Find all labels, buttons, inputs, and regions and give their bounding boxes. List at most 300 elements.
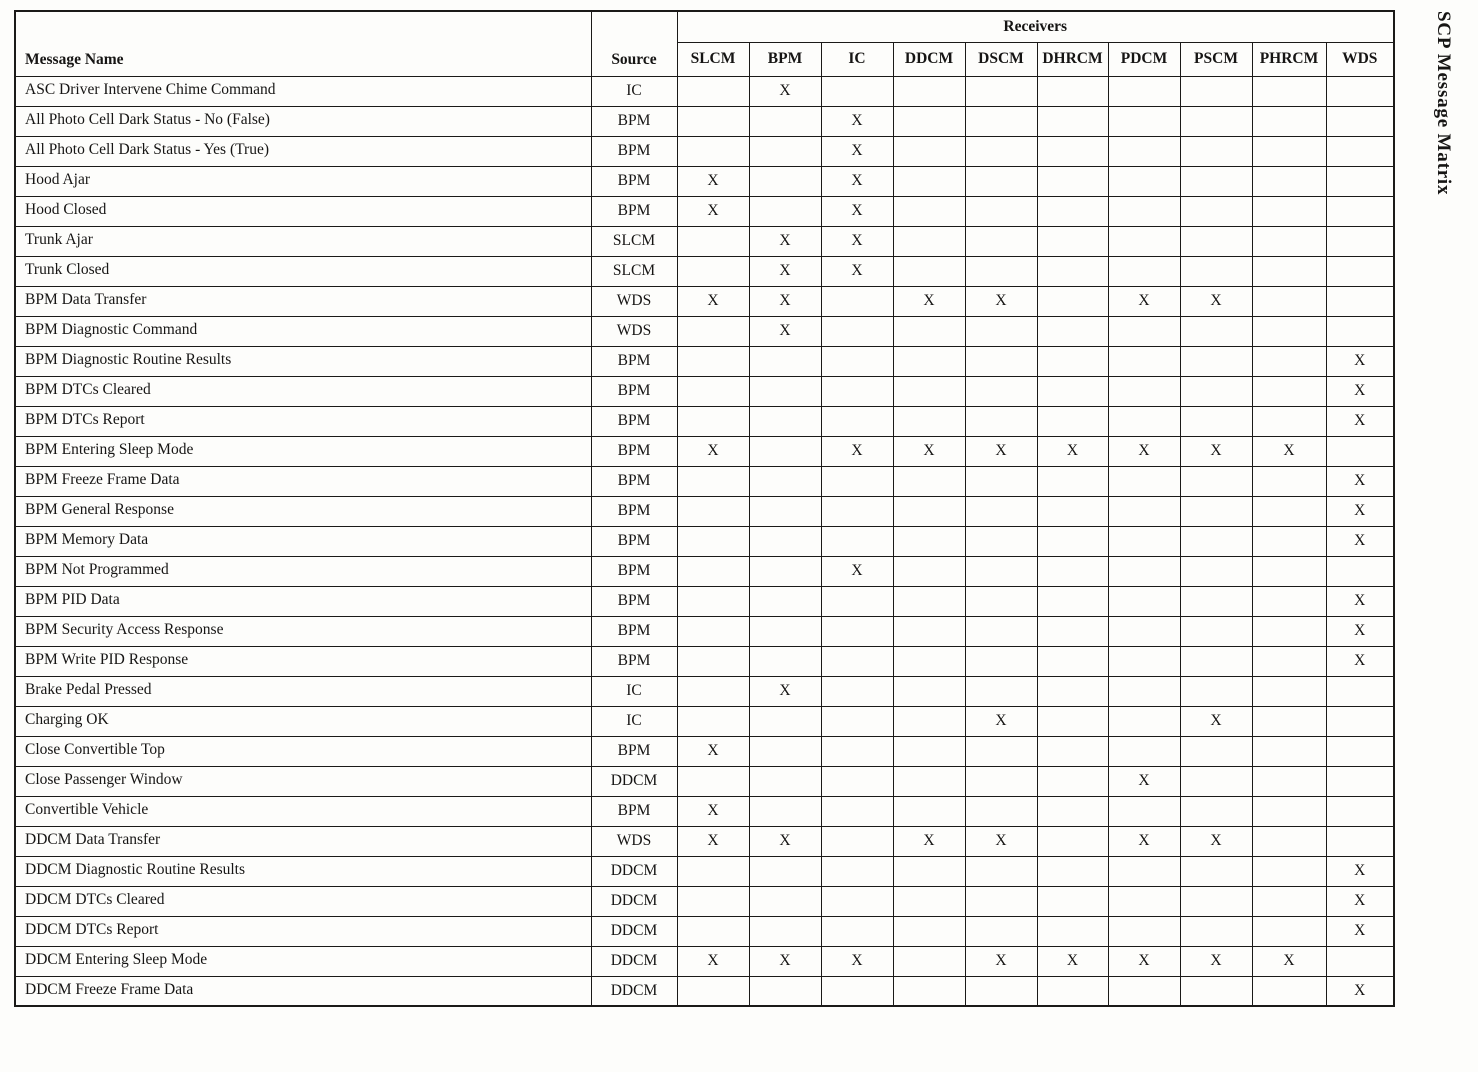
receiver-empty-cell: [677, 646, 749, 676]
receiver-empty-cell: [1108, 976, 1180, 1006]
receivers-group-header: Receivers: [677, 11, 1394, 42]
receiver-empty-cell: [893, 946, 965, 976]
receiver-mark-cell: X: [749, 946, 821, 976]
receiver-empty-cell: [749, 616, 821, 646]
receiver-empty-cell: [1252, 586, 1326, 616]
receiver-empty-cell: [1252, 106, 1326, 136]
receiver-empty-cell: [1037, 976, 1108, 1006]
table-row: [15, 886, 1394, 916]
receiver-mark-cell: X: [965, 286, 1037, 316]
receiver-empty-cell: [1252, 316, 1326, 346]
receiver-empty-cell: [821, 616, 893, 646]
source-cell: BPM: [591, 136, 677, 166]
receiver-empty-cell: [821, 856, 893, 886]
receiver-empty-cell: [1180, 346, 1252, 376]
receiver-empty-cell: [893, 586, 965, 616]
receiver-mark-cell: X: [893, 436, 965, 466]
receiver-mark-cell: X: [1037, 946, 1108, 976]
receiver-empty-cell: [749, 976, 821, 1006]
receiver-empty-cell: [893, 106, 965, 136]
receiver-empty-cell: [677, 466, 749, 496]
receiver-empty-cell: [1326, 226, 1394, 256]
receivers-group-row: [15, 11, 1394, 42]
receiver-mark-cell: X: [1108, 286, 1180, 316]
receiver-empty-cell: [677, 676, 749, 706]
source-cell: BPM: [591, 466, 677, 496]
receiver-mark-cell: X: [749, 286, 821, 316]
receiver-empty-cell: [677, 346, 749, 376]
receiver-empty-cell: [1252, 376, 1326, 406]
message-name-cell: ASC Driver Intervene Chime Command: [15, 76, 591, 106]
table-row: [15, 286, 1394, 316]
receiver-empty-cell: [965, 496, 1037, 526]
receiver-empty-cell: [1252, 526, 1326, 556]
receiver-empty-cell: [965, 616, 1037, 646]
table-row: [15, 556, 1394, 586]
receiver-empty-cell: [821, 526, 893, 556]
source-cell: BPM: [591, 406, 677, 436]
table-row: [15, 766, 1394, 796]
table-row: [15, 196, 1394, 226]
source-cell: IC: [591, 76, 677, 106]
receiver-empty-cell: [1326, 76, 1394, 106]
receiver-mark-cell: X: [1326, 376, 1394, 406]
receiver-empty-cell: [677, 526, 749, 556]
receiver-mark-cell: X: [1326, 616, 1394, 646]
receiver-empty-cell: [749, 496, 821, 526]
receiver-column-header: DDCM: [893, 42, 965, 76]
receiver-empty-cell: [1180, 226, 1252, 256]
receiver-empty-cell: [1037, 136, 1108, 166]
receiver-mark-cell: X: [1037, 436, 1108, 466]
receiver-empty-cell: [1326, 556, 1394, 586]
message-name-cell: DDCM Data Transfer: [15, 826, 591, 856]
receiver-mark-cell: X: [821, 196, 893, 226]
receiver-mark-cell: X: [1108, 766, 1180, 796]
source-cell: BPM: [591, 796, 677, 826]
receiver-empty-cell: [1180, 406, 1252, 436]
receiver-mark-cell: X: [965, 946, 1037, 976]
receiver-column-header: PHRCM: [1252, 42, 1326, 76]
receiver-empty-cell: [1108, 376, 1180, 406]
source-cell: IC: [591, 706, 677, 736]
receiver-mark-cell: X: [1108, 946, 1180, 976]
receiver-mark-cell: X: [893, 826, 965, 856]
source-cell: SLCM: [591, 256, 677, 286]
receiver-empty-cell: [1037, 256, 1108, 286]
receiver-empty-cell: [1180, 736, 1252, 766]
receiver-empty-cell: [1037, 346, 1108, 376]
receiver-empty-cell: [965, 796, 1037, 826]
receiver-empty-cell: [677, 376, 749, 406]
receiver-empty-cell: [821, 346, 893, 376]
receiver-empty-cell: [893, 916, 965, 946]
table-row: [15, 376, 1394, 406]
receiver-mark-cell: X: [821, 946, 893, 976]
scp-message-matrix-table: [14, 10, 1395, 1007]
receiver-empty-cell: [1180, 316, 1252, 346]
receiver-empty-cell: [965, 76, 1037, 106]
receiver-empty-cell: [1037, 76, 1108, 106]
receiver-empty-cell: [1326, 106, 1394, 136]
table-row: [15, 676, 1394, 706]
receiver-empty-cell: [677, 856, 749, 886]
receiver-empty-cell: [749, 916, 821, 946]
message-name-cell: BPM Entering Sleep Mode: [15, 436, 591, 466]
receiver-empty-cell: [821, 466, 893, 496]
receiver-empty-cell: [1037, 106, 1108, 136]
receiver-empty-cell: [1108, 226, 1180, 256]
message-name-cell: BPM PID Data: [15, 586, 591, 616]
receiver-empty-cell: [677, 586, 749, 616]
receiver-empty-cell: [1108, 256, 1180, 286]
source-cell: BPM: [591, 196, 677, 226]
table-row: [15, 466, 1394, 496]
receiver-empty-cell: [1252, 706, 1326, 736]
receiver-empty-cell: [749, 526, 821, 556]
receiver-empty-cell: [893, 406, 965, 436]
receiver-mark-cell: X: [1326, 976, 1394, 1006]
receiver-mark-cell: X: [893, 286, 965, 316]
receiver-empty-cell: [749, 886, 821, 916]
receiver-empty-cell: [1037, 616, 1108, 646]
receiver-empty-cell: [1108, 136, 1180, 166]
receiver-empty-cell: [893, 976, 965, 1006]
message-name-cell: BPM Data Transfer: [15, 286, 591, 316]
receiver-empty-cell: [677, 496, 749, 526]
source-cell: DDCM: [591, 976, 677, 1006]
receiver-empty-cell: [965, 736, 1037, 766]
receiver-empty-cell: [893, 646, 965, 676]
receiver-empty-cell: [1326, 676, 1394, 706]
receiver-empty-cell: [1252, 76, 1326, 106]
receiver-empty-cell: [1252, 646, 1326, 676]
receiver-mark-cell: X: [1180, 946, 1252, 976]
receiver-mark-cell: X: [749, 826, 821, 856]
source-cell: BPM: [591, 106, 677, 136]
source-cell: BPM: [591, 496, 677, 526]
receiver-empty-cell: [1252, 616, 1326, 646]
receiver-empty-cell: [821, 376, 893, 406]
receiver-empty-cell: [821, 886, 893, 916]
receiver-empty-cell: [1108, 706, 1180, 736]
source-cell: BPM: [591, 616, 677, 646]
message-name-cell: BPM Security Access Response: [15, 616, 591, 646]
receiver-mark-cell: X: [1180, 706, 1252, 736]
receiver-empty-cell: [965, 406, 1037, 436]
receiver-empty-cell: [893, 616, 965, 646]
receiver-mark-cell: X: [1180, 286, 1252, 316]
receiver-empty-cell: [677, 76, 749, 106]
table-row: [15, 346, 1394, 376]
receiver-empty-cell: [821, 646, 893, 676]
message-name-cell: BPM DTCs Report: [15, 406, 591, 436]
message-name-cell: Hood Closed: [15, 196, 591, 226]
table-row: [15, 316, 1394, 346]
receiver-empty-cell: [965, 196, 1037, 226]
source-cell: DDCM: [591, 856, 677, 886]
receiver-mark-cell: X: [1326, 586, 1394, 616]
table-row: [15, 856, 1394, 886]
receiver-column-header: WDS: [1326, 42, 1394, 76]
receiver-empty-cell: [1180, 196, 1252, 226]
receiver-empty-cell: [1108, 316, 1180, 346]
receiver-column-header: SLCM: [677, 42, 749, 76]
receiver-empty-cell: [821, 826, 893, 856]
message-name-cell: BPM General Response: [15, 496, 591, 526]
receiver-empty-cell: [1108, 346, 1180, 376]
table-row: [15, 136, 1394, 166]
receiver-empty-cell: [893, 736, 965, 766]
receiver-empty-cell: [1180, 526, 1252, 556]
receiver-empty-cell: [893, 556, 965, 586]
receiver-empty-cell: [1037, 826, 1108, 856]
source-cell: BPM: [591, 376, 677, 406]
receiver-empty-cell: [893, 346, 965, 376]
source-cell: DDCM: [591, 916, 677, 946]
source-cell: WDS: [591, 286, 677, 316]
receiver-mark-cell: X: [821, 226, 893, 256]
receiver-empty-cell: [1037, 286, 1108, 316]
receiver-empty-cell: [749, 586, 821, 616]
table-row: [15, 736, 1394, 766]
receiver-mark-cell: X: [821, 136, 893, 166]
receiver-empty-cell: [677, 556, 749, 586]
receiver-empty-cell: [1180, 646, 1252, 676]
receiver-empty-cell: [677, 706, 749, 736]
receiver-empty-cell: [1326, 736, 1394, 766]
receiver-empty-cell: [1108, 646, 1180, 676]
receiver-empty-cell: [1108, 196, 1180, 226]
receiver-empty-cell: [1326, 136, 1394, 166]
source-cell: IC: [591, 676, 677, 706]
table-row: [15, 826, 1394, 856]
message-name-cell: BPM Write PID Response: [15, 646, 591, 676]
receiver-empty-cell: [1108, 526, 1180, 556]
message-name-cell: DDCM DTCs Report: [15, 916, 591, 946]
receiver-empty-cell: [677, 406, 749, 436]
receiver-empty-cell: [1252, 856, 1326, 886]
receiver-mark-cell: X: [1326, 346, 1394, 376]
receiver-empty-cell: [893, 466, 965, 496]
table-row: [15, 76, 1394, 106]
receiver-mark-cell: X: [821, 106, 893, 136]
message-name-cell: Trunk Closed: [15, 256, 591, 286]
message-name-cell: Hood Ajar: [15, 166, 591, 196]
receiver-empty-cell: [893, 706, 965, 736]
receiver-empty-cell: [1037, 496, 1108, 526]
receiver-empty-cell: [1037, 856, 1108, 886]
table-row: [15, 616, 1394, 646]
receiver-empty-cell: [1108, 76, 1180, 106]
message-name-cell: Trunk Ajar: [15, 226, 591, 256]
receiver-mark-cell: X: [677, 826, 749, 856]
receiver-empty-cell: [965, 166, 1037, 196]
receiver-empty-cell: [1108, 796, 1180, 826]
receiver-empty-cell: [1326, 286, 1394, 316]
receiver-mark-cell: X: [965, 826, 1037, 856]
message-name-cell: BPM Diagnostic Routine Results: [15, 346, 591, 376]
receiver-empty-cell: [1037, 226, 1108, 256]
receiver-empty-cell: [821, 406, 893, 436]
receiver-empty-cell: [1108, 106, 1180, 136]
receiver-empty-cell: [1326, 196, 1394, 226]
receiver-empty-cell: [1037, 556, 1108, 586]
message-name-cell: BPM Diagnostic Command: [15, 316, 591, 346]
receiver-empty-cell: [1180, 496, 1252, 526]
message-name-cell: BPM Memory Data: [15, 526, 591, 556]
receiver-empty-cell: [1108, 886, 1180, 916]
receiver-empty-cell: [821, 286, 893, 316]
receiver-empty-cell: [893, 496, 965, 526]
source-cell: BPM: [591, 646, 677, 676]
receiver-empty-cell: [965, 856, 1037, 886]
receiver-empty-cell: [677, 916, 749, 946]
table-row: [15, 946, 1394, 976]
receiver-mark-cell: X: [749, 316, 821, 346]
table-row: [15, 226, 1394, 256]
receiver-empty-cell: [1108, 406, 1180, 436]
message-name-cell: Charging OK: [15, 706, 591, 736]
receiver-empty-cell: [1180, 766, 1252, 796]
receiver-mark-cell: X: [749, 226, 821, 256]
table-row: [15, 496, 1394, 526]
receiver-mark-cell: X: [1252, 436, 1326, 466]
receiver-empty-cell: [965, 106, 1037, 136]
source-cell: BPM: [591, 346, 677, 376]
receiver-mark-cell: X: [749, 76, 821, 106]
source-cell: DDCM: [591, 766, 677, 796]
receiver-empty-cell: [749, 556, 821, 586]
receiver-empty-cell: [965, 316, 1037, 346]
receiver-empty-cell: [1180, 106, 1252, 136]
receiver-empty-cell: [1037, 376, 1108, 406]
receiver-empty-cell: [1108, 496, 1180, 526]
receiver-empty-cell: [1108, 586, 1180, 616]
receiver-empty-cell: [965, 526, 1037, 556]
receiver-empty-cell: [1180, 136, 1252, 166]
receiver-mark-cell: X: [677, 166, 749, 196]
receiver-empty-cell: [1252, 226, 1326, 256]
receiver-empty-cell: [965, 136, 1037, 166]
receiver-mark-cell: X: [677, 196, 749, 226]
receiver-empty-cell: [1037, 166, 1108, 196]
receiver-mark-cell: X: [749, 676, 821, 706]
receiver-mark-cell: X: [677, 436, 749, 466]
receiver-empty-cell: [749, 346, 821, 376]
receiver-mark-cell: X: [1252, 946, 1326, 976]
receiver-mark-cell: X: [1326, 466, 1394, 496]
message-name-cell: BPM Not Programmed: [15, 556, 591, 586]
receiver-empty-cell: [1180, 556, 1252, 586]
receiver-mark-cell: X: [821, 256, 893, 286]
receiver-empty-cell: [677, 886, 749, 916]
receiver-empty-cell: [1180, 886, 1252, 916]
receiver-empty-cell: [893, 676, 965, 706]
receiver-empty-cell: [677, 976, 749, 1006]
receiver-empty-cell: [749, 766, 821, 796]
receiver-empty-cell: [965, 646, 1037, 676]
receiver-column-header: BPM: [749, 42, 821, 76]
receiver-empty-cell: [749, 646, 821, 676]
source-cell: BPM: [591, 556, 677, 586]
table-header: [15, 11, 1394, 76]
receiver-empty-cell: [965, 886, 1037, 916]
receiver-empty-cell: [677, 226, 749, 256]
receiver-mark-cell: X: [677, 736, 749, 766]
receiver-empty-cell: [893, 886, 965, 916]
receiver-empty-cell: [749, 136, 821, 166]
receiver-empty-cell: [1252, 256, 1326, 286]
receiver-empty-cell: [1252, 766, 1326, 796]
message-name-cell: DDCM DTCs Cleared: [15, 886, 591, 916]
receiver-empty-cell: [1252, 826, 1326, 856]
receiver-column-header: IC: [821, 42, 893, 76]
receiver-empty-cell: [749, 196, 821, 226]
receiver-empty-cell: [1326, 166, 1394, 196]
message-name-header: Message Name: [15, 11, 591, 76]
receiver-mark-cell: X: [821, 436, 893, 466]
receiver-empty-cell: [749, 166, 821, 196]
message-name-cell: Close Passenger Window: [15, 766, 591, 796]
receiver-empty-cell: [1037, 466, 1108, 496]
receiver-empty-cell: [893, 856, 965, 886]
receiver-empty-cell: [893, 526, 965, 556]
message-name-cell: All Photo Cell Dark Status - Yes (True): [15, 136, 591, 166]
receiver-mark-cell: X: [1180, 826, 1252, 856]
receiver-empty-cell: [821, 796, 893, 826]
receiver-empty-cell: [1180, 586, 1252, 616]
source-cell: BPM: [591, 166, 677, 196]
receiver-empty-cell: [821, 916, 893, 946]
receiver-empty-cell: [1252, 796, 1326, 826]
receiver-empty-cell: [821, 586, 893, 616]
receiver-mark-cell: X: [1326, 406, 1394, 436]
receiver-empty-cell: [893, 316, 965, 346]
table-row: [15, 256, 1394, 286]
receiver-empty-cell: [965, 346, 1037, 376]
receiver-empty-cell: [1180, 976, 1252, 1006]
receiver-empty-cell: [1252, 196, 1326, 226]
receiver-empty-cell: [1037, 196, 1108, 226]
table-row: [15, 586, 1394, 616]
receiver-mark-cell: X: [1326, 496, 1394, 526]
receiver-empty-cell: [893, 226, 965, 256]
receiver-mark-cell: X: [1108, 436, 1180, 466]
receiver-empty-cell: [677, 766, 749, 796]
receiver-empty-cell: [1037, 316, 1108, 346]
receiver-empty-cell: [1108, 676, 1180, 706]
receiver-empty-cell: [965, 676, 1037, 706]
receiver-empty-cell: [749, 466, 821, 496]
receiver-empty-cell: [893, 766, 965, 796]
receiver-mark-cell: X: [749, 256, 821, 286]
receiver-empty-cell: [1326, 946, 1394, 976]
receiver-empty-cell: [1180, 76, 1252, 106]
receiver-empty-cell: [1037, 706, 1108, 736]
receiver-mark-cell: X: [677, 946, 749, 976]
receiver-empty-cell: [1326, 256, 1394, 286]
table-row: [15, 646, 1394, 676]
receiver-empty-cell: [1326, 436, 1394, 466]
receiver-empty-cell: [821, 736, 893, 766]
message-name-cell: Brake Pedal Pressed: [15, 676, 591, 706]
page-title: SCP Message Matrix: [1433, 11, 1454, 196]
receiver-empty-cell: [749, 406, 821, 436]
receiver-empty-cell: [749, 736, 821, 766]
receiver-empty-cell: [1037, 796, 1108, 826]
receiver-mark-cell: X: [1326, 526, 1394, 556]
